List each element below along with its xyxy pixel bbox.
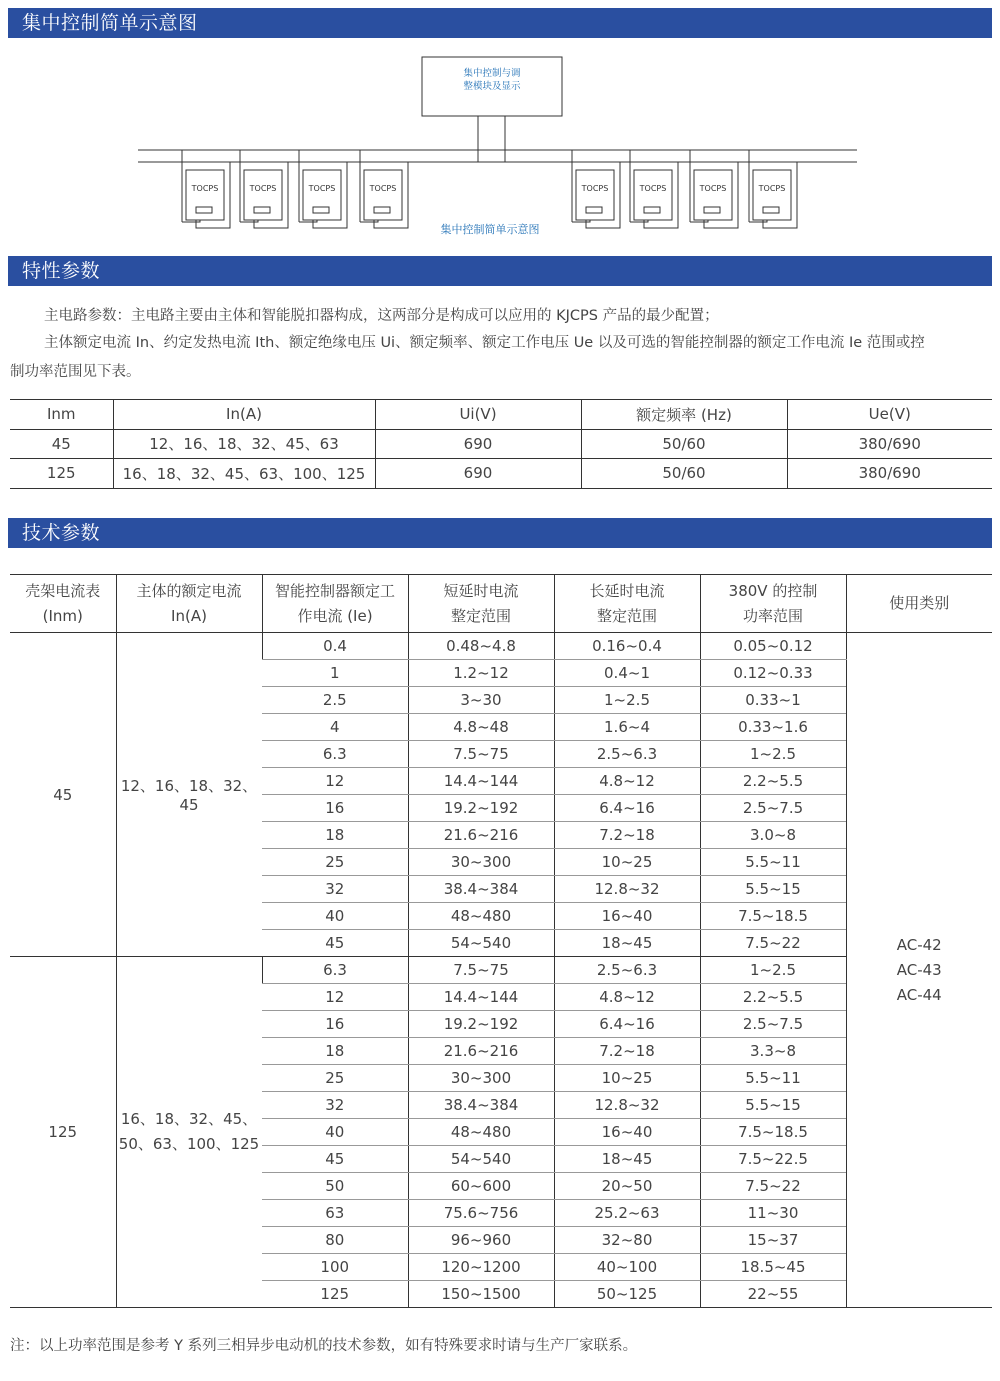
cell: 18 <box>262 822 408 849</box>
cell: 0.48~4.8 <box>408 633 554 660</box>
cell: 12.8~32 <box>554 876 700 903</box>
cell: 5.5~11 <box>700 1065 846 1092</box>
cell: 50/60 <box>581 459 787 489</box>
cell: 1.2~12 <box>408 660 554 687</box>
cell: 12.8~32 <box>554 1092 700 1119</box>
cell: 45 <box>262 1146 408 1173</box>
cell: 45 <box>10 633 116 957</box>
cell: 75.6~756 <box>408 1200 554 1227</box>
cell: 690 <box>375 429 581 459</box>
cell: 7.2~18 <box>554 1038 700 1065</box>
cell: 12、16、18、32、45、63 <box>113 429 375 459</box>
cell: 0.05~0.12 <box>700 633 846 660</box>
section-header-technical: 技术参数 <box>8 518 992 548</box>
cell: 11~30 <box>700 1200 846 1227</box>
tocps-label: TOCPS <box>369 184 397 193</box>
cell: 6.3 <box>262 741 408 768</box>
col-header: 使用类别 <box>846 575 992 633</box>
cell: 6.3 <box>262 957 408 984</box>
cell: 18~45 <box>554 930 700 957</box>
cell: 16 <box>262 795 408 822</box>
cell: 10~25 <box>554 849 700 876</box>
cell: 7.5~22.5 <box>700 1146 846 1173</box>
cell: 12 <box>262 984 408 1011</box>
main-circuit-paragraph: 主电路参数：主电路主要由主体和智能脱扣器构成，这两部分是构成可以应用的 KJCPS 产品的最少配置； <box>44 308 719 324</box>
cell: 22~55 <box>700 1281 846 1308</box>
cell: 3~30 <box>408 687 554 714</box>
cell: 7.5~22 <box>700 930 846 957</box>
cell: 38.4~384 <box>408 876 554 903</box>
cell: 150~1500 <box>408 1281 554 1308</box>
tocps-label: TOCPS <box>308 184 336 193</box>
cell: 14.4~144 <box>408 984 554 1011</box>
cell: 1~2.5 <box>700 957 846 984</box>
cell: 50 <box>262 1173 408 1200</box>
cell: 10~25 <box>554 1065 700 1092</box>
section-header-diagram: 集中控制简单示意图 <box>8 8 992 38</box>
cell: 7.5~22 <box>700 1173 846 1200</box>
cell: 6.4~16 <box>554 795 700 822</box>
usage-category-cell: AC-42 AC-43 AC-44 <box>846 633 992 1308</box>
tocps-label: TOCPS <box>639 184 667 193</box>
cell: 40 <box>262 1119 408 1146</box>
cell: 125 <box>46 464 76 483</box>
cell: 0.4 <box>262 633 408 660</box>
tocps-label: TOCPS <box>581 184 609 193</box>
cell: 0.4~1 <box>554 660 700 687</box>
controller-label-2: 整模块及显示 <box>463 81 521 92</box>
cell: 2.5~6.3 <box>554 741 700 768</box>
cell: 25.2~63 <box>554 1200 700 1227</box>
col-header: 长延时电流 整定范围 <box>554 575 700 633</box>
controller-label-1: 集中控制与调 <box>463 68 521 79</box>
cell: 16~40 <box>554 1119 700 1146</box>
cell: 7.5~18.5 <box>700 1119 846 1146</box>
cell: 7.5~75 <box>408 957 554 984</box>
cell: 690 <box>375 459 581 489</box>
cell: 40~100 <box>554 1254 700 1281</box>
tocps-label: TOCPS <box>758 184 786 193</box>
cell: 32~80 <box>554 1227 700 1254</box>
cell: 16、18、32、45、 50、63、100、125 <box>116 957 262 1308</box>
cell: 16 <box>262 1011 408 1038</box>
footnote: 注：以上功率范围是参考 Y 系列三相异步电动机的技术参数，如有特殊要求时请与生产厂家联系。 <box>10 1338 638 1354</box>
cell: 16~40 <box>554 903 700 930</box>
cell: 15~37 <box>700 1227 846 1254</box>
cell: 7.5~18.5 <box>700 903 846 930</box>
col-header: Inm <box>46 405 76 424</box>
cell: 32 <box>262 1092 408 1119</box>
cell: 19.2~192 <box>408 1011 554 1038</box>
cell: 18.5~45 <box>700 1254 846 1281</box>
cell: 25 <box>262 1065 408 1092</box>
cell: 21.6~216 <box>408 822 554 849</box>
table-row <box>10 957 992 984</box>
table-row <box>10 429 992 459</box>
cell: 0.12~0.33 <box>700 660 846 687</box>
rating-paragraph-line2: 制功率范围见下表。 <box>10 364 141 380</box>
cell: 54~540 <box>408 930 554 957</box>
col-header: 短延时电流 整定范围 <box>408 575 554 633</box>
cell: 12 <box>262 768 408 795</box>
cell: 2.5 <box>262 687 408 714</box>
cell: 4 <box>262 714 408 741</box>
cell: 50~125 <box>554 1281 700 1308</box>
cell: 21.6~216 <box>408 1038 554 1065</box>
cell: 16、18、32、45、63、100、125 <box>113 459 375 489</box>
cell: 96~960 <box>408 1227 554 1254</box>
col-header: 额定频率 (Hz) <box>581 400 787 430</box>
cell: 18 <box>262 1038 408 1065</box>
cell: 38.4~384 <box>408 1092 554 1119</box>
control-diagram <box>0 50 1000 250</box>
col-header: Ui(V) <box>375 400 581 430</box>
cell: 3.3~8 <box>700 1038 846 1065</box>
cell: 60~600 <box>408 1173 554 1200</box>
cell: 48~480 <box>408 1119 554 1146</box>
tocps-label: TOCPS <box>699 184 727 193</box>
section-header-characteristics: 特性参数 <box>8 256 992 286</box>
rating-paragraph-line1: 主体额定电流 In、约定发热电流 Ith、额定绝缘电压 Ui、额定频率、额定工作电压 Ue 以及可选的智能控制器的额定工作电流 Ie 范围或控 <box>44 335 925 351</box>
cell: 1~2.5 <box>700 741 846 768</box>
technical-table <box>10 574 992 1308</box>
cell: 125 <box>10 957 116 1308</box>
cell: 12、16、18、32、45 <box>116 633 262 957</box>
cell: 2.2~5.5 <box>700 768 846 795</box>
cell: 2.5~6.3 <box>554 957 700 984</box>
cell: 0.33~1 <box>700 687 846 714</box>
cell: 0.16~0.4 <box>554 633 700 660</box>
table-row <box>10 459 992 489</box>
characteristics-table <box>10 399 992 489</box>
tocps-label: TOCPS <box>191 184 219 193</box>
diagram-caption: 集中控制简单示意图 <box>440 223 540 236</box>
cell: 54~540 <box>408 1146 554 1173</box>
cell: 125 <box>262 1281 408 1308</box>
cell: 5.5~15 <box>700 876 846 903</box>
cell: 4.8~12 <box>554 984 700 1011</box>
cell: 2.2~5.5 <box>700 984 846 1011</box>
cell: 20~50 <box>554 1173 700 1200</box>
cell: 5.5~11 <box>700 849 846 876</box>
col-header: Ue(V) <box>787 400 992 430</box>
cell: 100 <box>262 1254 408 1281</box>
cell: 7.5~75 <box>408 741 554 768</box>
cell: 1.6~4 <box>554 714 700 741</box>
cell: 80 <box>262 1227 408 1254</box>
cell: 2.5~7.5 <box>700 795 846 822</box>
cell: 4.8~48 <box>408 714 554 741</box>
col-header: 壳架电流表 (Inm) <box>10 575 116 633</box>
cell: 18~45 <box>554 1146 700 1173</box>
cell: 32 <box>262 876 408 903</box>
cell: 6.4~16 <box>554 1011 700 1038</box>
cell: 14.4~144 <box>408 768 554 795</box>
tocps-label: TOCPS <box>249 184 277 193</box>
cell: 3.0~8 <box>700 822 846 849</box>
cell: 50/60 <box>581 429 787 459</box>
cell: 1 <box>262 660 408 687</box>
cell: 380/690 <box>787 459 992 489</box>
col-header: In(A) <box>113 400 375 430</box>
cell: 0.33~1.6 <box>700 714 846 741</box>
cell: 30~300 <box>408 849 554 876</box>
col-header: 主体的额定电流 In(A) <box>116 575 262 633</box>
cell: 48~480 <box>408 903 554 930</box>
cell: 4.8~12 <box>554 768 700 795</box>
cell: 25 <box>262 849 408 876</box>
cell: 1~2.5 <box>554 687 700 714</box>
col-header: 380V 的控制 功率范围 <box>700 575 846 633</box>
cell: 2.5~7.5 <box>700 1011 846 1038</box>
cell: 19.2~192 <box>408 795 554 822</box>
cell: 380/690 <box>787 429 992 459</box>
cell: 120~1200 <box>408 1254 554 1281</box>
cell: 7.2~18 <box>554 822 700 849</box>
col-header: 智能控制器额定工 作电流 (Ie) <box>262 575 408 633</box>
table-row <box>10 633 992 660</box>
cell: 63 <box>262 1200 408 1227</box>
cell: 45 <box>51 434 71 453</box>
cell: 45 <box>262 930 408 957</box>
cell: 5.5~15 <box>700 1092 846 1119</box>
cell: 40 <box>262 903 408 930</box>
cell: 30~300 <box>408 1065 554 1092</box>
